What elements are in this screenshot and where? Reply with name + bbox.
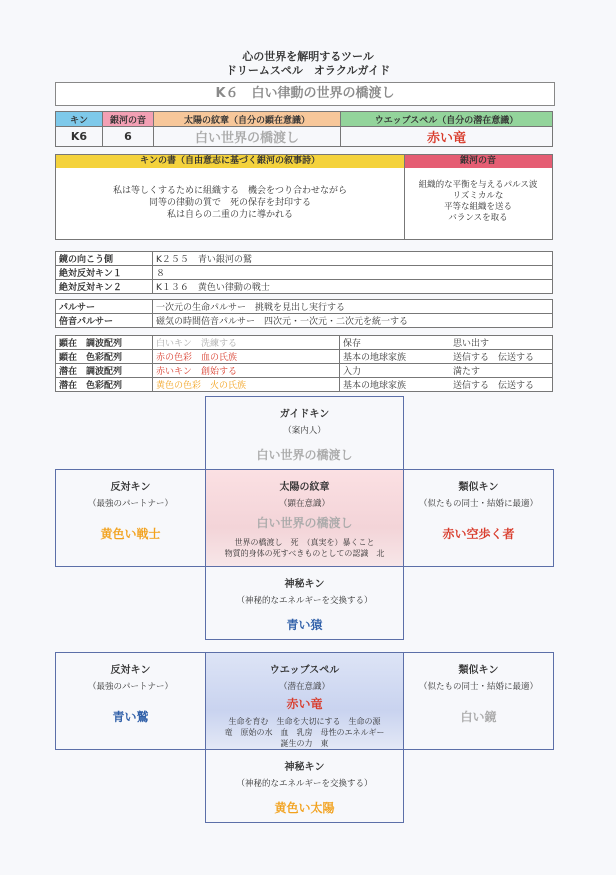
arrangement-seal-name: 赤いキン xyxy=(156,367,192,377)
relations-table xyxy=(55,251,553,294)
analog-kin-box xyxy=(403,469,554,567)
arrangement-seal xyxy=(153,378,340,392)
wavespell-title: ウエッブスペル xyxy=(269,665,340,676)
mirror-value: K２５５ 青い銀河の鷲 xyxy=(153,252,553,266)
oath-line: 同等の律動の質で 死の保存を封印する xyxy=(148,198,311,208)
occult-kin-title: 神秘キン xyxy=(284,579,325,590)
guide-kin-sub: （案内人） xyxy=(283,426,326,436)
arrangement-seal-name: 黄色の色彩 xyxy=(156,381,202,391)
arrangement-label: 顕在 色彩配列 xyxy=(56,350,153,364)
tone-header: 銀河の音 xyxy=(103,112,154,127)
arrangement-c2: 送信する 伝送する xyxy=(453,353,535,363)
antipode-kin-name: 黄色い戦士 xyxy=(100,527,161,541)
wavespell-box xyxy=(205,652,404,750)
kin-table xyxy=(55,111,553,147)
arrangement-c1: 基本の地球家族 xyxy=(343,381,407,391)
arrangement-detail xyxy=(340,350,553,364)
occult2-kin-name: 黄色い太陽 xyxy=(274,801,335,815)
occult2-kin-title: 神秘キン xyxy=(284,762,325,773)
wavespell-desc-line: 生命を育む 生命を大切にする 生命の源 xyxy=(228,717,381,726)
guide-kin-name: 白い世界の橋渡し xyxy=(256,448,353,462)
arrangement-seal-name: 白いキン xyxy=(156,339,192,349)
solar-seal-desc-line: 物質的身体の死すべきものとしての認識 北 xyxy=(224,549,385,558)
antipode-kin-title: 反対キン xyxy=(110,482,151,493)
guide-kin-title: ガイドキン xyxy=(279,409,330,420)
kin-header: キン xyxy=(56,112,103,127)
header-line1: 心の世界を解明するツール xyxy=(242,50,374,63)
oath-line: 私は等しくするために組織する 機会をつり合わせながら xyxy=(112,186,347,196)
arrangement-seal xyxy=(153,350,340,364)
oath-header: キンの書（自由意志に基づく銀河の叙事詩） xyxy=(56,155,404,168)
analog-kin-sub: （似たもの同士・結婚に最適） xyxy=(418,499,538,509)
arrangement-detail xyxy=(340,364,553,378)
wavespell-header: ウエッブスペル（自分の潜在意識） xyxy=(341,112,553,127)
pulsar-table xyxy=(55,299,553,328)
arrangement-seal xyxy=(153,336,340,350)
antipode2-kin-title: 反対キン xyxy=(110,665,151,676)
arrangement-seal-sub: 火の氏族 xyxy=(210,381,247,391)
tone-desc-text xyxy=(404,180,552,224)
page-title: K６ 白い律動の世界の橋渡し xyxy=(55,82,555,106)
wavespell-box-name: 赤い竜 xyxy=(286,697,323,711)
pulsar-value: 一次元の生命パルサー 挑戦を見出し実行する xyxy=(153,300,553,314)
tone-desc-header: 銀河の音 xyxy=(404,155,552,168)
opposite1-label: 絶対反対キン１ xyxy=(56,266,153,280)
arrangement-c1: 入力 xyxy=(343,367,362,377)
arrangement-seal-sub: 血の氏族 xyxy=(201,353,238,363)
arrangement-c2: 思い出す xyxy=(453,339,490,349)
occult2-kin-sub: （神秘的なエネルギーを交換する） xyxy=(236,779,373,789)
arrangement-detail xyxy=(340,336,553,350)
wavespell-desc-line: 誕生の力 東 xyxy=(280,739,329,748)
seal-name: 白い世界の橋渡し xyxy=(154,127,341,147)
arrangement-label: 潜在 色彩配列 xyxy=(56,378,153,392)
wavespell-desc xyxy=(206,716,403,749)
tone-desc-line: 組織的な平衡を与えるパルス波 xyxy=(418,180,538,190)
occult-kin-name: 青い猿 xyxy=(286,618,323,632)
occult-kin-box xyxy=(205,566,404,640)
seal-header: 太陽の紋章（自分の顕在意識） xyxy=(154,112,341,127)
arrangement-detail xyxy=(340,378,553,392)
arrangement-seal-sub: 洗練する xyxy=(200,339,237,349)
antipode2-kin-box xyxy=(55,652,206,750)
overtone-pulsar-value: 磁気の時間倍音パルサー 四次元・一次元・二次元を統一する xyxy=(153,314,553,328)
overtone-pulsar-label: 倍音パルサー xyxy=(56,314,153,328)
arrangement-c1: 基本の地球家族 xyxy=(343,353,407,363)
opposite2-value: K１３６ 黄色い律動の戦士 xyxy=(153,280,553,294)
arrangement-seal-name: 赤の色彩 xyxy=(156,353,193,363)
wavespell-sub: （潜在意識） xyxy=(278,682,330,692)
analog-kin-name: 赤い空歩く者 xyxy=(442,527,515,541)
tone-desc-line: バランスを取る xyxy=(448,213,508,223)
arrangement-seal xyxy=(153,364,340,378)
occult2-kin-box xyxy=(205,749,404,823)
pulsar-label: パルサー xyxy=(56,300,153,314)
tone-desc-line: 平等な組織を送る xyxy=(443,202,512,212)
guide-kin-box xyxy=(205,396,404,470)
oath-text xyxy=(56,185,404,221)
analog2-kin-sub: （似たもの同士・結婚に最適） xyxy=(418,682,538,692)
header-line2: ドリームスペル オラクルガイド xyxy=(225,64,391,77)
solar-seal-desc xyxy=(206,537,403,559)
arrangement-table xyxy=(55,335,553,392)
antipode2-kin-name: 青い鷲 xyxy=(112,710,149,724)
tone-desc-line: リズミカルな xyxy=(452,191,504,201)
occult-kin-sub: （神秘的なエネルギーを交換する） xyxy=(236,596,373,606)
wavespell-name: 赤い竜 xyxy=(341,127,553,147)
analog2-kin-name: 白い鏡 xyxy=(460,710,497,724)
opposite2-label: 絶対反対キン２ xyxy=(56,280,153,294)
antipode2-kin-sub: （最強のパートナー） xyxy=(87,682,173,692)
antipode-kin-sub: （最強のパートナー） xyxy=(87,499,173,509)
oath-box xyxy=(55,154,553,240)
analog2-kin-title: 類似キン xyxy=(458,665,499,676)
solar-seal-name: 白い世界の橋渡し xyxy=(256,516,353,530)
arrangement-c2: 送信する 伝送する xyxy=(453,381,535,391)
opposite1-value: ８ xyxy=(153,266,553,280)
kin-number: K6 xyxy=(56,127,103,147)
wavespell-desc-line: 竜 原始の水 血 乳房 母性のエネルギー xyxy=(224,728,385,737)
analog2-kin-box xyxy=(403,652,554,750)
arrangement-c2: 満たす xyxy=(453,367,481,377)
arrangement-label: 潜在 調波配列 xyxy=(56,364,153,378)
solar-seal-desc-line: 世界の橋渡し 死 （真実を）暴くこと xyxy=(234,538,375,547)
arrangement-c1: 保存 xyxy=(343,339,362,349)
mirror-label: 鏡の向こう側 xyxy=(56,252,153,266)
arrangement-label: 顕在 調波配列 xyxy=(56,336,153,350)
oath-line: 私は自らの二重の力に導かれる xyxy=(166,210,293,220)
solar-seal-title: 太陽の紋章 xyxy=(279,482,330,493)
solar-seal-box xyxy=(205,469,404,567)
solar-seal-sub: （顕在意識） xyxy=(278,499,330,509)
analog-kin-title: 類似キン xyxy=(458,482,499,493)
arrangement-seal-sub: 創始する xyxy=(200,367,237,377)
tone-number: 6 xyxy=(103,127,154,147)
antipode-kin-box xyxy=(55,469,206,567)
